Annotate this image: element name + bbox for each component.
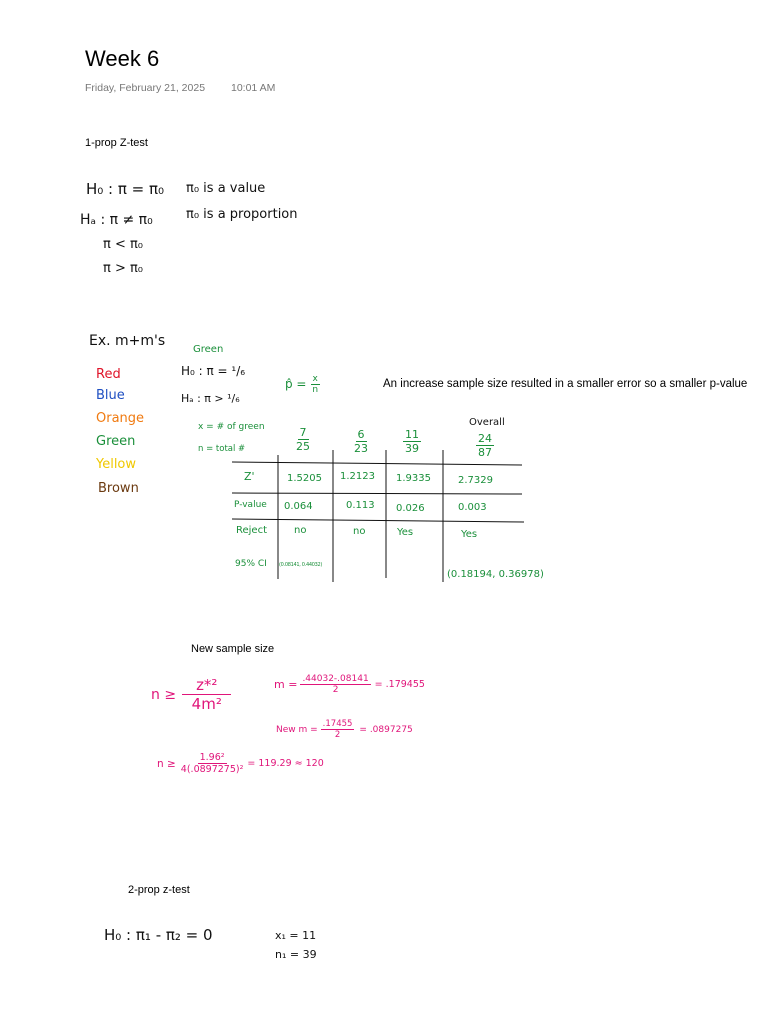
overall-label: Overall bbox=[469, 417, 505, 428]
row-label-pvalue: P-value bbox=[234, 500, 267, 510]
pvalue-1: 0.064 bbox=[284, 501, 313, 512]
pvalue-3: 0.026 bbox=[396, 503, 425, 514]
section-heading-1prop: 1-prop Z-test bbox=[85, 137, 148, 149]
sample-fraction-overall: $\frac{24}{87}$ bbox=[478, 432, 492, 459]
margin-error-formula: m = $\frac{.44032-.08141}{2}$ = .179455 bbox=[274, 674, 425, 695]
phat-formula: p̂ = $\frac{x}{n}$ bbox=[285, 374, 319, 395]
new-margin-formula: New m = $\frac{.17455}{2}$ = .0897275 bbox=[276, 719, 413, 740]
page-date: Friday, February 21, 2025 bbox=[85, 82, 206, 94]
row-label-reject: Reject bbox=[236, 525, 268, 536]
z-value-overall: 2.7329 bbox=[458, 475, 493, 486]
color-orange: Orange bbox=[96, 411, 145, 426]
x1-value: x₁ = 11 bbox=[275, 929, 317, 942]
color-blue: Blue bbox=[96, 388, 125, 403]
example-alt-hypothesis: Hₐ : π > ¹/₆ bbox=[181, 392, 240, 405]
z-value-2: 1.2123 bbox=[340, 471, 375, 482]
sample-fraction-3: $\frac{11}{39}$ bbox=[405, 428, 419, 455]
alt-hypothesis-ne: Hₐ : π ≠ π₀ bbox=[80, 212, 153, 228]
sample-fraction-2: $\frac{6}{23}$ bbox=[354, 428, 368, 455]
z-value-3: 1.9335 bbox=[396, 473, 431, 484]
green-label: Green bbox=[193, 344, 224, 355]
color-green: Green bbox=[96, 434, 136, 449]
reject-3: Yes bbox=[397, 527, 414, 538]
ci-overall: (0.18194, 0.36978) bbox=[447, 569, 544, 580]
note-pi0-proportion: π₀ is a proportion bbox=[186, 207, 298, 222]
alt-hypothesis-lt: π < π₀ bbox=[103, 237, 144, 252]
note-pi0-value: π₀ is a value bbox=[186, 181, 266, 196]
two-prop-null-hypothesis: H₀ : π₁ - π₂ = 0 bbox=[104, 926, 213, 944]
color-yellow: Yellow bbox=[96, 457, 137, 472]
z-value-1: 1.5205 bbox=[287, 473, 322, 484]
example-title: Ex. m+m's bbox=[89, 333, 166, 349]
section-heading-2prop: 2-prop z-test bbox=[128, 884, 190, 896]
null-hypothesis: H₀ : π = π₀ bbox=[86, 180, 165, 198]
alt-hypothesis-gt: π > π₀ bbox=[103, 261, 144, 276]
ci-sample-1: (0.08141, 0.44032) bbox=[279, 562, 323, 568]
row-label-z: Z' bbox=[244, 470, 255, 483]
reject-overall: Yes bbox=[461, 529, 478, 540]
row-label-ci: 95% CI bbox=[235, 559, 267, 569]
sample-size-note: An increase sample size resulted in a smaller error so a smaller p-value bbox=[383, 378, 748, 390]
page-title: Week 6 bbox=[85, 46, 160, 71]
color-red: Red bbox=[96, 367, 121, 382]
pvalue-overall: 0.003 bbox=[458, 502, 487, 513]
section-heading-sample-size: New sample size bbox=[191, 643, 275, 655]
color-brown: Brown bbox=[98, 481, 139, 496]
x-definition: x = # of green bbox=[198, 422, 265, 432]
n-definition: n = total # bbox=[198, 444, 246, 454]
sample-fraction-1: $\frac{7}{25}$ bbox=[296, 426, 310, 453]
reject-2: no bbox=[353, 526, 366, 537]
example-null-hypothesis: H₀ : π = ¹/₆ bbox=[181, 364, 246, 378]
pvalue-2: 0.113 bbox=[346, 500, 375, 511]
n1-value: n₁ = 39 bbox=[275, 948, 317, 961]
n-calculation: n ≥ $\frac{\text{1.96²}}{\text{4(.0897275)²}}$ = 119.29 ≈ 120 bbox=[157, 752, 324, 775]
reject-1: no bbox=[294, 525, 307, 536]
page-time: 10:01 AM bbox=[231, 82, 276, 94]
sample-size-formula: n ≥ $\frac{\text{z*²}}{\text{4m²}}$ bbox=[151, 676, 231, 713]
